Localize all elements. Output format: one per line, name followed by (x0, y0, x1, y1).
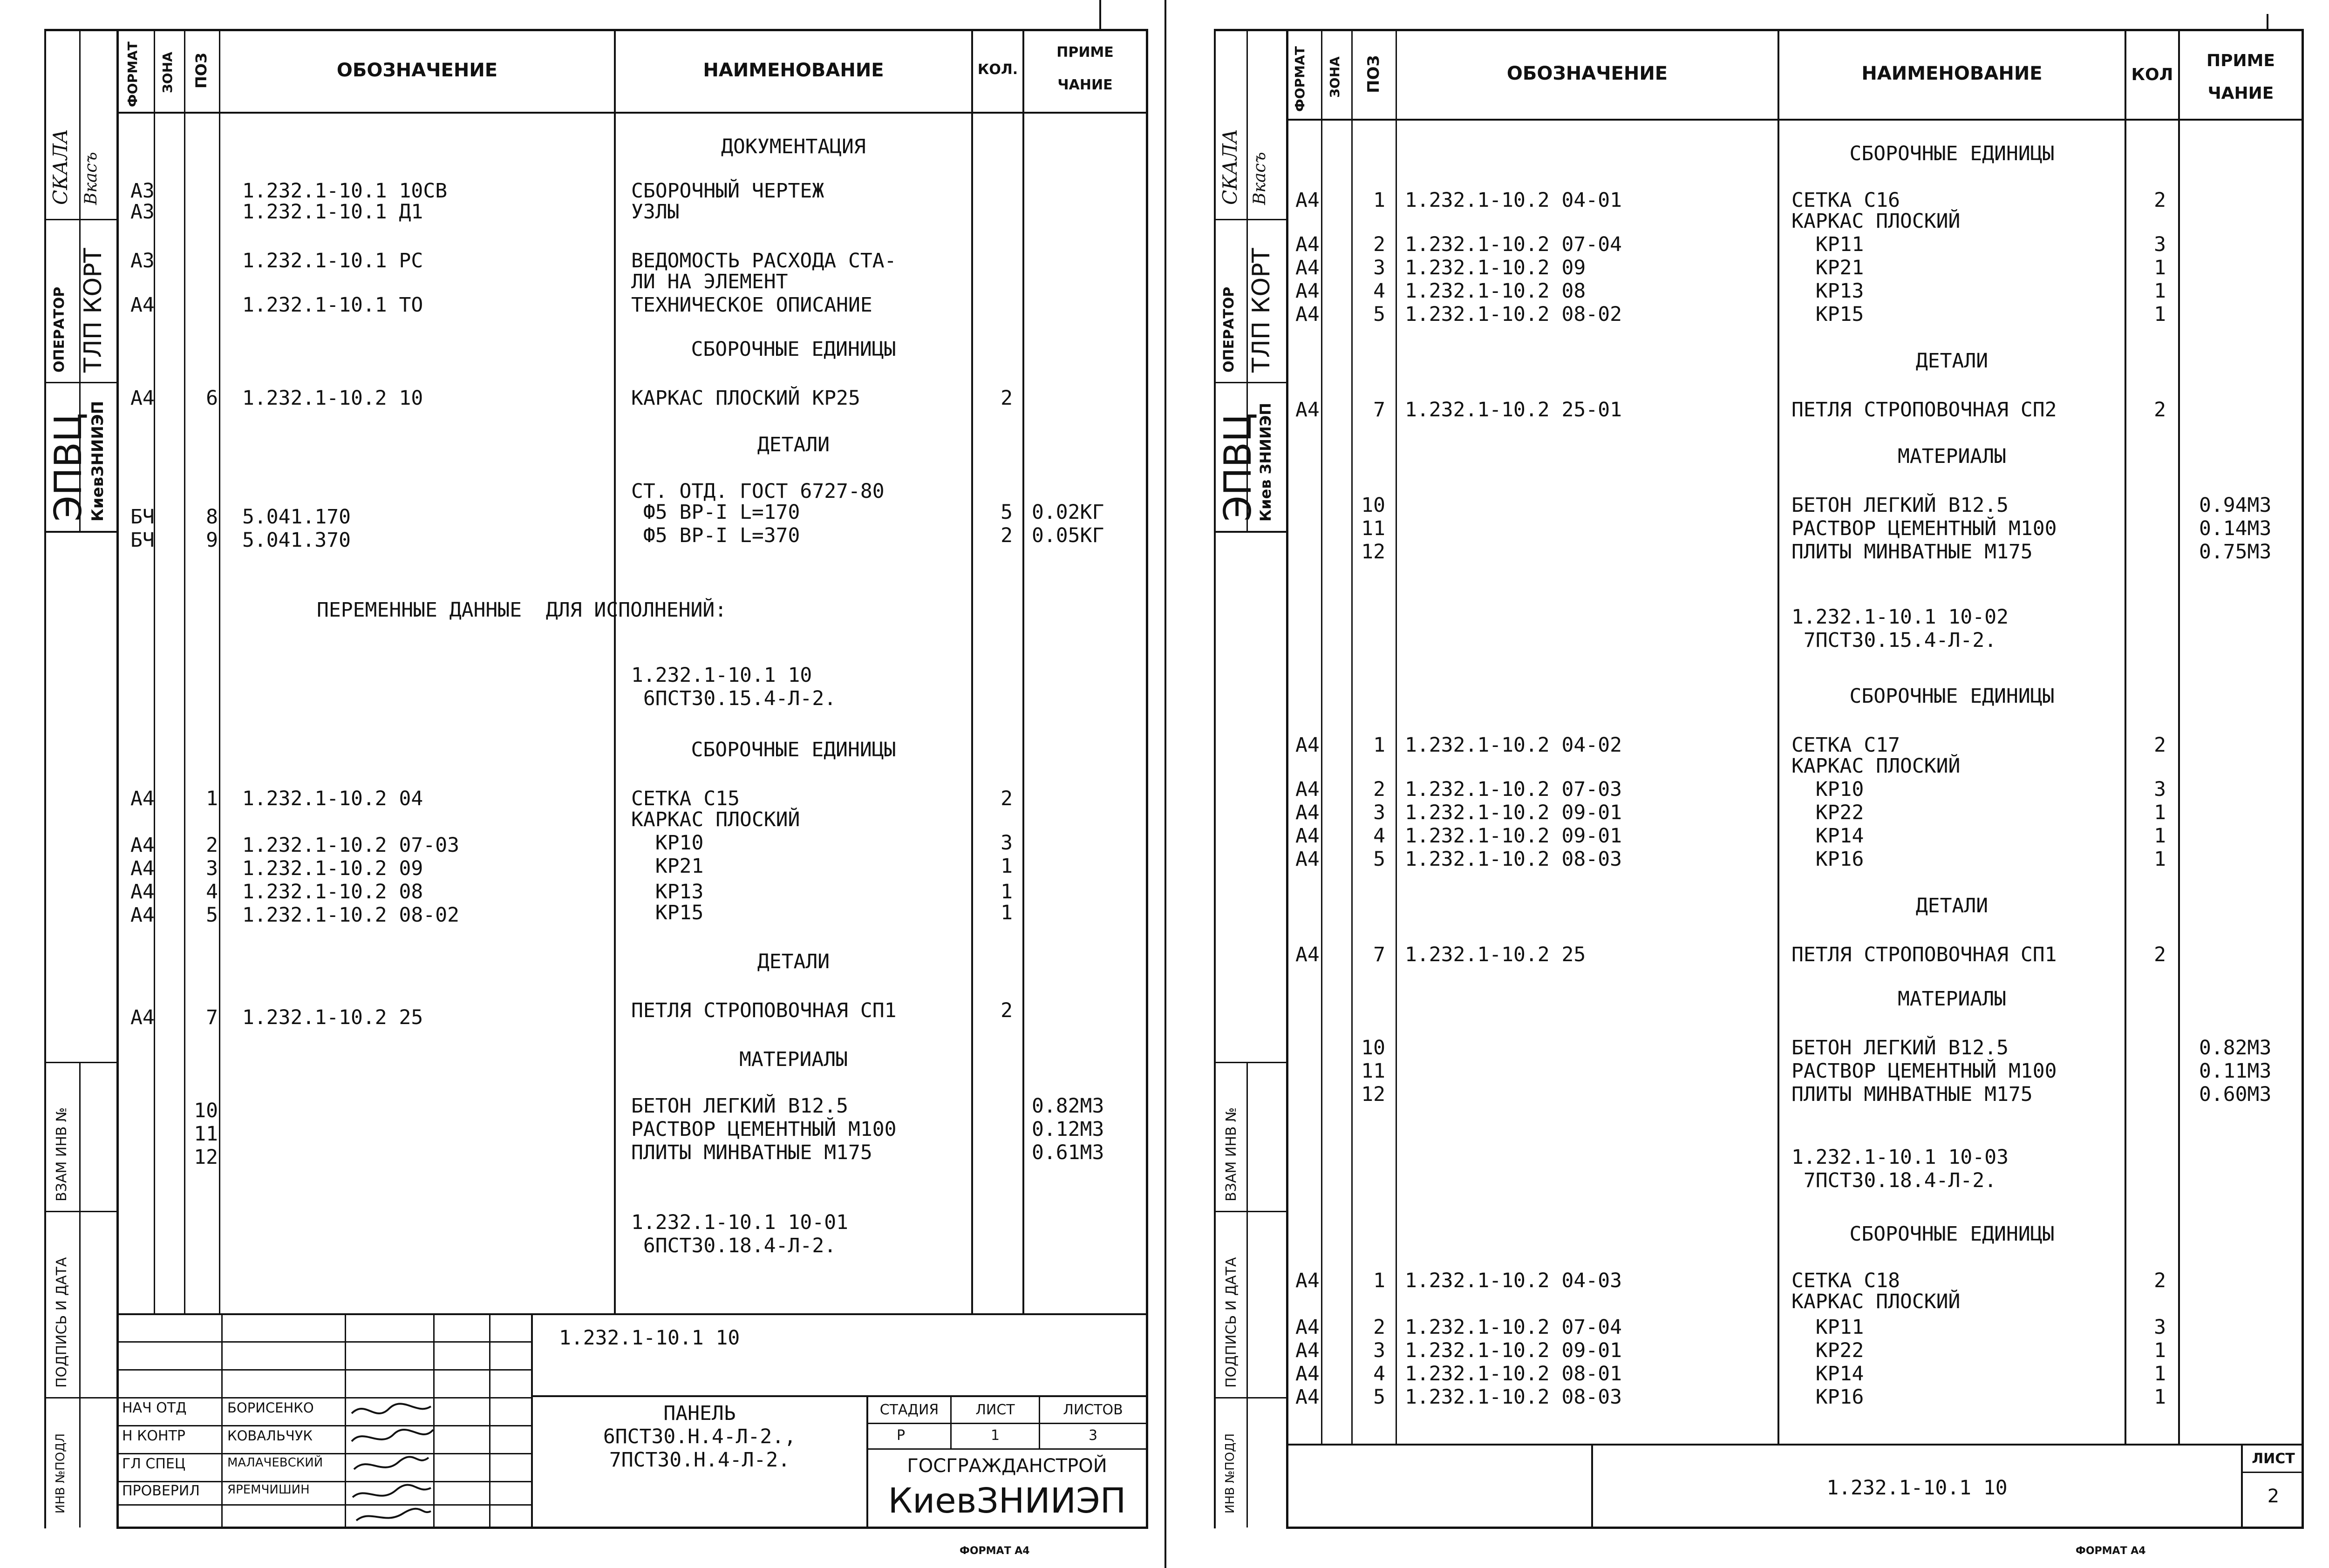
stamp-inv-podl: ИНВ №ПОДЛ (1223, 1433, 1237, 1514)
spec-cell-naim: КР15 (631, 901, 704, 924)
spec-cell-obozn: 5.041.370 (242, 529, 351, 552)
spec-cell-prim: 0.94М3 (2199, 494, 2272, 517)
spec-cell-obozn: 1.232.1-10.2 08-02 (242, 903, 459, 927)
spec-cell-kol: 2 (1001, 387, 1013, 410)
spec-cell-poz: 4 (1373, 824, 1385, 848)
spec-cell-naim: КР15 (1791, 303, 1864, 326)
spec-cell-naim_c: СБОРОЧНЫЕ ЕДИНИЦЫ (1849, 1222, 2055, 1246)
header-kol: КОЛ. (977, 61, 1018, 78)
spec-cell-naim: 1.232.1-10.1 10 (631, 664, 812, 687)
header-zona: ЗОНА (1327, 56, 1342, 98)
spec-cell-kol: 2 (2154, 1269, 2166, 1292)
header-poz: ПОЗ (1364, 55, 1383, 93)
title-role-2: Н КОНТР (122, 1428, 185, 1444)
spec-cell-naim: ПЕТЛЯ СТРОПОВОЧНАЯ СП1 (631, 999, 897, 1022)
spec-cell-poz: 2 (1373, 233, 1385, 256)
format-note: ФОРМАТ А4 (2076, 1545, 2146, 1557)
stamp-inv-podl: ИНВ №ПОДЛ (54, 1433, 68, 1514)
spec-cell-naim: ЛИ НА ЭЛЕМЕНТ (631, 270, 788, 293)
title-org-1: ГОСГРАЖДАНСТРОЙ (907, 1455, 1107, 1477)
spec-cell-naim: КР14 (1791, 1362, 1864, 1385)
spec-cell-poz: 1 (1373, 733, 1385, 757)
spec-cell-naim_c: ДЕТАЛИ (1915, 349, 1989, 373)
spec-cell-naim: РАСТВОР ЦЕМЕНТНЫЙ М100 (1791, 1059, 2057, 1083)
spec-cell-naim: 7ПСТ30.15.4-Л-2. (1791, 629, 1997, 652)
spec-cell-kol: 5 (1001, 501, 1013, 524)
spec-cell-naim: КР13 (631, 880, 704, 903)
stamp-operator-label: ОПЕРАТОР (1221, 286, 1237, 373)
spec-cell-fmt: А4 (1295, 778, 1320, 801)
spec-cell-poz: 4 (1373, 279, 1385, 303)
title-stadia-label: СТАДИЯ (879, 1402, 939, 1418)
right-sheet (1167, 0, 2329, 1568)
stamp-signature: Вкасъ (82, 152, 101, 205)
spec-cell-kol: 2 (1001, 787, 1013, 810)
spec-cell-fmt: А4 (1295, 233, 1320, 256)
stamp-operator-value: ТЛП КОРТ (79, 248, 107, 373)
title-stadia-value: Р (896, 1427, 906, 1444)
title-doc-code: 1.232.1-10.1 10 (1826, 1476, 2008, 1500)
spec-cell-fmt: А4 (130, 857, 155, 880)
spec-cell-naim: 6ПСТ30.15.4-Л-2. (631, 687, 837, 710)
spec-cell-naim_c: СБОРОЧНЫЕ ЕДИНИЦЫ (1849, 142, 2055, 165)
spec-cell-naim_c: СБОРОЧНЫЕ ЕДИНИЦЫ (691, 338, 896, 361)
spec-cell-poz: 9 (206, 529, 218, 552)
spec-cell-kol: 1 (2154, 848, 2166, 871)
spec-cell-naim: 1.232.1-10.1 10-02 (1791, 605, 2009, 629)
spec-cell-fmt: А4 (1295, 733, 1320, 757)
spec-cell-poz: 11 (1361, 1059, 1385, 1083)
spec-cell-fmt: А4 (130, 787, 155, 810)
spec-cell-kol: 2 (1001, 524, 1013, 547)
spec-cell-fmt: А4 (1295, 303, 1320, 326)
spec-cell-kol: 1 (2154, 303, 2166, 326)
spec-cell-kol: 1 (2154, 1385, 2166, 1409)
spec-cell-poz: 5 (1373, 303, 1385, 326)
spec-cell-obozn: 1.232.1-10.2 09 (1405, 256, 1586, 279)
spec-cell-kol: 3 (2154, 778, 2166, 801)
spec-cell-obozn: 1.232.1-10.2 25 (242, 1006, 423, 1029)
spec-cell-poz: 1 (206, 787, 218, 810)
spec-cell-naim: ПЕТЛЯ СТРОПОВОЧНАЯ СП1 (1791, 943, 2057, 966)
spec-cell-naim: ПЛИТЫ МИНВАТНЫЕ М175 (1791, 540, 2033, 563)
spec-cell-poz: 10 (194, 1099, 218, 1122)
spec-cell-obozn: 1.232.1-10.2 04-02 (1405, 733, 1622, 757)
spec-cell-naim: Ф5 ВР-I L=370 (631, 524, 800, 547)
spec-cell-poz: 2 (206, 834, 218, 857)
signatures (347, 1397, 436, 1527)
spec-cell-obozn: 1.232.1-10.2 07-03 (242, 834, 459, 857)
spec-cell-fmt: А4 (130, 903, 155, 927)
title-list-value: 1 (990, 1427, 1000, 1444)
spec-cell-obozn: 1.232.1-10.2 04-01 (1405, 189, 1622, 212)
spec-cell-naim: СЕТКА С15 (631, 787, 740, 810)
spec-cell-obozn: 1.232.1-10.1 ТО (242, 293, 423, 317)
spec-cell-kol: 1 (1001, 855, 1013, 878)
spec-cell-naim: КР10 (631, 831, 704, 855)
spec-cell-naim: КАРКАС ПЛОСКИЙ КР25 (631, 387, 860, 410)
title-list-label: ЛИСТ (2252, 1451, 2295, 1467)
spec-cell-poz: 1 (1373, 189, 1385, 212)
spec-cell-kol: 2 (2154, 943, 2166, 966)
spec-cell-fmt: А4 (1295, 1385, 1320, 1409)
spec-cell-naim: 1.232.1-10.1 10-03 (1791, 1146, 2009, 1169)
spec-cell-naim: СЕТКА С16 (1791, 189, 1900, 212)
spec-cell-kol: 2 (2154, 398, 2166, 421)
stamp-signature: Вкасъ (1250, 152, 1269, 205)
spec-cell-fmt: А4 (1295, 1362, 1320, 1385)
spec-cell-poz: 3 (1373, 1339, 1385, 1362)
spec-cell-fmt: А4 (1295, 189, 1320, 212)
spec-cell-kol: 1 (2154, 1339, 2166, 1362)
title-role-4: ПРОВЕРИЛ (122, 1483, 200, 1499)
header-kol: КОЛ (2131, 65, 2173, 84)
spec-cell-poz: 5 (206, 903, 218, 927)
spec-cell-poz: 2 (1373, 1316, 1385, 1339)
spec-cell-naim_c: ДЕТАЛИ (757, 950, 830, 973)
spec-cell-naim_c: МАТЕРИАЛЫ (1898, 987, 2006, 1011)
spec-cell-naim: УЗЛЫ (631, 200, 680, 224)
spec-cell-naim: ВЕДОМОСТЬ РАСХОДА СТА- (631, 249, 897, 272)
spec-cell-naim: КР16 (1791, 848, 1864, 871)
spec-cell-obozn: 1.232.1-10.2 25-01 (1405, 398, 1622, 421)
spec-cell-naim: КР21 (1791, 256, 1864, 279)
spec-cell-naim_c: ДЕТАЛИ (757, 433, 830, 456)
spec-cell-naim: ПЛИТЫ МИНВАТНЫЕ М175 (631, 1141, 872, 1164)
spec-cell-naim: КР22 (1791, 1339, 1864, 1362)
spec-cell-naim: СЕТКА С18 (1791, 1269, 1900, 1292)
stamp-institute: КиевЗНИИЭП (89, 400, 107, 522)
header-format: ФОРМАТ (1292, 46, 1308, 112)
spec-cell-poz: 10 (1361, 1036, 1385, 1059)
stamp-skala: СКАЛА (49, 129, 72, 205)
spec-cell-naim_c: МАТЕРИАЛЫ (739, 1048, 848, 1071)
spec-cell-naim: КР14 (1791, 824, 1864, 848)
spec-cell-fmt: БЧ (130, 529, 155, 552)
stamp-institute: Киев ЗНИИЭП (1257, 402, 1274, 522)
spec-cell-fmt: БЧ (130, 505, 155, 529)
spec-cell-naim: ТЕХНИЧЕСКОЕ ОПИСАНИЕ (631, 293, 872, 317)
spec-cell-fmt: А4 (1295, 256, 1320, 279)
spec-cell-naim: 6ПСТ30.18.4-Л-2. (631, 1234, 837, 1257)
spec-cell-kol: 3 (2154, 233, 2166, 256)
header-oboznachenie: ОБОЗНАЧЕНИЕ (1506, 63, 1668, 84)
spec-cell-fmt: А4 (1295, 1339, 1320, 1362)
stamp-operator-label: ОПЕРАТОР (51, 286, 68, 373)
title-element-3: 7ПСТ30.Н.4-Л-2. (609, 1448, 790, 1472)
spec-cell-kol: 2 (2154, 733, 2166, 757)
spec-cell-obozn: 1.232.1-10.2 08-03 (1405, 848, 1622, 871)
spec-cell-obozn: 1.232.1-10.2 08-01 (1405, 1362, 1622, 1385)
spec-cell-naim: КАРКАС ПЛОСКИЙ (631, 808, 800, 831)
spec-cell-naim_c: СБОРОЧНЫЕ ЕДИНИЦЫ (1849, 685, 2055, 708)
spec-cell-fmt: А4 (130, 293, 155, 317)
spec-cell-naim: РАСТВОР ЦЕМЕНТНЫЙ М100 (631, 1118, 897, 1141)
spec-cell-obozn: 1.232.1-10.2 07-04 (1405, 233, 1622, 256)
title-element-1: ПАНЕЛЬ (663, 1402, 736, 1425)
spec-cell-kol: 1 (1001, 901, 1013, 924)
title-listov-label: ЛИСТОВ (1063, 1402, 1123, 1418)
spec-cell-obozn: 1.232.1-10.2 09-01 (1405, 801, 1622, 824)
spec-cell-prim: 0.82М3 (2199, 1036, 2272, 1059)
spec-cell-naim: 7ПСТ30.18.4-Л-2. (1791, 1169, 1997, 1192)
spec-cell-fmt: А4 (1295, 1316, 1320, 1339)
spec-cell-naim: РАСТВОР ЦЕМЕНТНЫЙ М100 (1791, 517, 2057, 540)
spec-cell-kol: 3 (1001, 831, 1013, 855)
spec-cell-prim: 0.12М3 (1032, 1118, 1104, 1141)
header-prime-1: ПРИМЕ (1056, 44, 1114, 61)
spec-cell-obozn: 1.232.1-10.2 07-04 (1405, 1316, 1622, 1339)
title-name-4: ЯРЕМЧИШИН (227, 1483, 310, 1497)
header-naimenovanie: НАИМЕНОВАНИЕ (1861, 63, 2043, 84)
title-org-2: КиевЗНИИЭП (888, 1481, 1126, 1521)
spec-cell-obozn: 1.232.1-10.2 10 (242, 387, 423, 410)
spec-cell-prim: 0.11М3 (2199, 1059, 2272, 1083)
spec-cell-naim: БЕТОН ЛЕГКИЙ В12.5 (631, 1094, 848, 1118)
spec-cell-poz: 1 (1373, 1269, 1385, 1292)
spec-cell-naim: КАРКАС ПЛОСКИЙ (1791, 754, 1961, 778)
spec-cell-obozn: 1.232.1-10.2 07-03 (1405, 778, 1622, 801)
spec-cell-naim_c: СБОРОЧНЫЕ ЕДИНИЦЫ (691, 738, 896, 761)
spec-cell-naim_c: МАТЕРИАЛЫ (1898, 445, 2006, 468)
spec-cell-naim: КР22 (1791, 801, 1864, 824)
spec-cell-obozn: 1.232.1-10.2 25 (1405, 943, 1586, 966)
header-prime-1: ПРИМЕ (2206, 51, 2275, 70)
title-role-3: ГЛ СПЕЦ (122, 1456, 186, 1472)
spec-cell-kol: 1 (1001, 880, 1013, 903)
spec-cell-naim: КР16 (1791, 1385, 1864, 1409)
spec-cell-naim: КР11 (1791, 233, 1864, 256)
spec-cell-fmt: А4 (130, 1006, 155, 1029)
spec-cell-poz: 12 (1361, 1083, 1385, 1106)
spec-cell-naim: СТ. ОТД. ГОСТ 6727-80 (631, 480, 885, 503)
spec-cell-kol: 3 (2154, 1316, 2166, 1339)
spec-cell-fmt: А4 (130, 834, 155, 857)
spec-cell-poz: 7 (1373, 943, 1385, 966)
spec-cell-naim: КАРКАС ПЛОСКИЙ (1791, 210, 1961, 233)
spec-cell-fmt: А4 (130, 387, 155, 410)
spec-cell-naim: КР13 (1791, 279, 1864, 303)
spec-cell-fmt: А3 (130, 249, 155, 272)
spec-cell-naim: ПЕТЛЯ СТРОПОВОЧНАЯ СП2 (1791, 398, 2057, 421)
spec-cell-obozn: 1.232.1-10.1 10СВ (242, 179, 448, 203)
spec-cell-poz: 3 (1373, 801, 1385, 824)
spec-cell-fmt: А4 (1295, 279, 1320, 303)
spec-cell-obozn: 1.232.1-10.2 08-02 (1405, 303, 1622, 326)
spec-cell-naim: БЕТОН ЛЕГКИЙ В12.5 (1791, 1036, 2009, 1059)
spec-cell-fmt: А4 (1295, 801, 1320, 824)
spec-cell-fmt: А4 (1295, 398, 1320, 421)
stamp-vzam-inv: ВЗАМ ИНВ № (54, 1107, 70, 1201)
spec-cell-kol: 1 (2154, 801, 2166, 824)
stamp-podpis-data: ПОДПИСЬ И ДАТА (1223, 1257, 1239, 1388)
spec-cell-prim: 0.61М3 (1032, 1141, 1104, 1164)
spec-cell-poz: 12 (1361, 540, 1385, 563)
spec-cell-obozn: 1.232.1-10.1 РС (242, 249, 423, 272)
title-listov-value: 3 (1088, 1427, 1098, 1444)
spec-cell-naim: СЕТКА С17 (1791, 733, 1900, 757)
spec-cell-poz: 5 (1373, 848, 1385, 871)
title-list-label: ЛИСТ (975, 1402, 1015, 1418)
spec-cell-kol: 1 (2154, 279, 2166, 303)
stamp-skala: СКАЛА (1219, 129, 1241, 205)
spec-cell-fmt: А3 (130, 179, 155, 203)
spec-cell-fmt: А3 (130, 200, 155, 224)
header-poz: ПОЗ (192, 53, 210, 88)
spec-cell-obozn: 1.232.1-10.2 04-03 (1405, 1269, 1622, 1292)
spec-cell-naim_c: ДЕТАЛИ (1915, 894, 1989, 917)
spec-cell-obozn: 5.041.170 (242, 505, 351, 529)
spec-cell-poz: 4 (206, 880, 218, 903)
header-naimenovanie: НАИМЕНОВАНИЕ (703, 60, 884, 81)
header-format: ФОРМАТ (125, 41, 140, 107)
spec-cell-poz: 3 (206, 857, 218, 880)
spec-cell-prim: 0.75М3 (2199, 540, 2272, 563)
spec-cell-poz: 11 (194, 1122, 218, 1146)
spec-cell-obozn: 1.232.1-10.2 08 (1405, 279, 1586, 303)
format-note: ФОРМАТ А4 (960, 1545, 1030, 1557)
spec-cell-obozn: 1.232.1-10.2 09-01 (1405, 1339, 1622, 1362)
spec-cell-obozn: 1.232.1-10.2 09 (242, 857, 423, 880)
stamp-vzam-inv: ВЗАМ ИНВ № (1223, 1107, 1239, 1201)
spec-cell-prim: 0.60М3 (2199, 1083, 2272, 1106)
spec-cell-naim: КР21 (631, 855, 704, 878)
spec-cell-obozn: 1.232.1-10.1 Д1 (242, 200, 423, 224)
title-name-1: БОРИСЕНКО (227, 1400, 314, 1416)
spec-cell-poz: 10 (1361, 494, 1385, 517)
spec-cell-fmt: А4 (1295, 1269, 1320, 1292)
spec-cell-prim: 0.05КГ (1032, 524, 1104, 547)
spec-cell-naim: ПЛИТЫ МИНВАТНЫЕ М175 (1791, 1083, 2033, 1106)
spec-cell-kol: 2 (1001, 999, 1013, 1022)
spec-cell-fmt: А4 (1295, 943, 1320, 966)
title-name-3: МАЛАЧЕВСКИЙ (227, 1456, 323, 1470)
stamp-epvc: ЭПВЦ (47, 413, 90, 522)
spec-cell-naim: КАРКАС ПЛОСКИЙ (1791, 1290, 1961, 1313)
title-list-value: 2 (2267, 1486, 2280, 1507)
stamp-epvc: ЭПВЦ (1216, 413, 1260, 522)
spec-cell-obozn: 1.232.1-10.2 08 (242, 880, 423, 903)
spec-cell-naim: 1.232.1-10.1 10-01 (631, 1211, 848, 1234)
spec-cell-prim: 0.82М3 (1032, 1094, 1104, 1118)
header-zona: ЗОНА (160, 52, 175, 93)
title-element-2: 6ПСТ30.Н.4-Л-2., (603, 1425, 797, 1448)
spec-cell-fmt: А4 (130, 880, 155, 903)
spec-cell-naim: КР10 (1791, 778, 1864, 801)
spec-cell-poz: 8 (206, 505, 218, 529)
spec-cell-naim: Ф5 ВР-I L=170 (631, 501, 800, 524)
spec-cell-free: ПЕРЕМЕННЫЕ ДАННЫЕ ДЛЯ ИСПОЛНЕНИЙ: (317, 598, 727, 622)
header-prime-2: ЧАНИЕ (2207, 84, 2274, 103)
spec-cell-kol: 2 (2154, 189, 2166, 212)
spec-cell-naim: КР11 (1791, 1316, 1864, 1339)
spec-cell-fmt: А4 (1295, 848, 1320, 871)
spec-cell-poz: 4 (1373, 1362, 1385, 1385)
spec-cell-poz: 2 (1373, 778, 1385, 801)
header-oboznachenie: ОБОЗНАЧЕНИЕ (336, 60, 498, 81)
title-name-2: КОВАЛЬЧУК (227, 1428, 313, 1444)
spec-cell-kol: 1 (2154, 824, 2166, 848)
spec-cell-prim: 0.14М3 (2199, 517, 2272, 540)
title-doc-code: 1.232.1-10.1 10 (559, 1326, 740, 1350)
spec-cell-kol: 1 (2154, 256, 2166, 279)
spec-cell-prim: 0.02КГ (1032, 501, 1104, 524)
spec-cell-naim: БЕТОН ЛЕГКИЙ В12.5 (1791, 494, 2009, 517)
spec-cell-poz: 3 (1373, 256, 1385, 279)
spec-cell-poz: 6 (206, 387, 218, 410)
title-role-1: НАЧ ОТД (122, 1400, 187, 1416)
spec-cell-obozn: 1.232.1-10.2 08-03 (1405, 1385, 1622, 1409)
stamp-operator-value: ТЛП КОРТ (1247, 248, 1275, 373)
stamp-podpis-data: ПОДПИСЬ И ДАТА (54, 1257, 70, 1388)
spec-cell-poz: 7 (1373, 398, 1385, 421)
spec-cell-poz: 12 (194, 1146, 218, 1169)
spec-cell-naim_c: ДОКУМЕНТАЦИЯ (721, 135, 866, 158)
spec-cell-poz: 7 (206, 1006, 218, 1029)
spec-cell-naim: СБОРОЧНЫЙ ЧЕРТЕЖ (631, 179, 824, 203)
spec-cell-obozn: 1.232.1-10.2 04 (242, 787, 423, 810)
spec-cell-poz: 11 (1361, 517, 1385, 540)
header-prime-2: ЧАНИЕ (1057, 77, 1113, 93)
spec-cell-fmt: А4 (1295, 824, 1320, 848)
spec-cell-kol: 1 (2154, 1362, 2166, 1385)
spec-cell-obozn: 1.232.1-10.2 09-01 (1405, 824, 1622, 848)
spec-cell-poz: 5 (1373, 1385, 1385, 1409)
